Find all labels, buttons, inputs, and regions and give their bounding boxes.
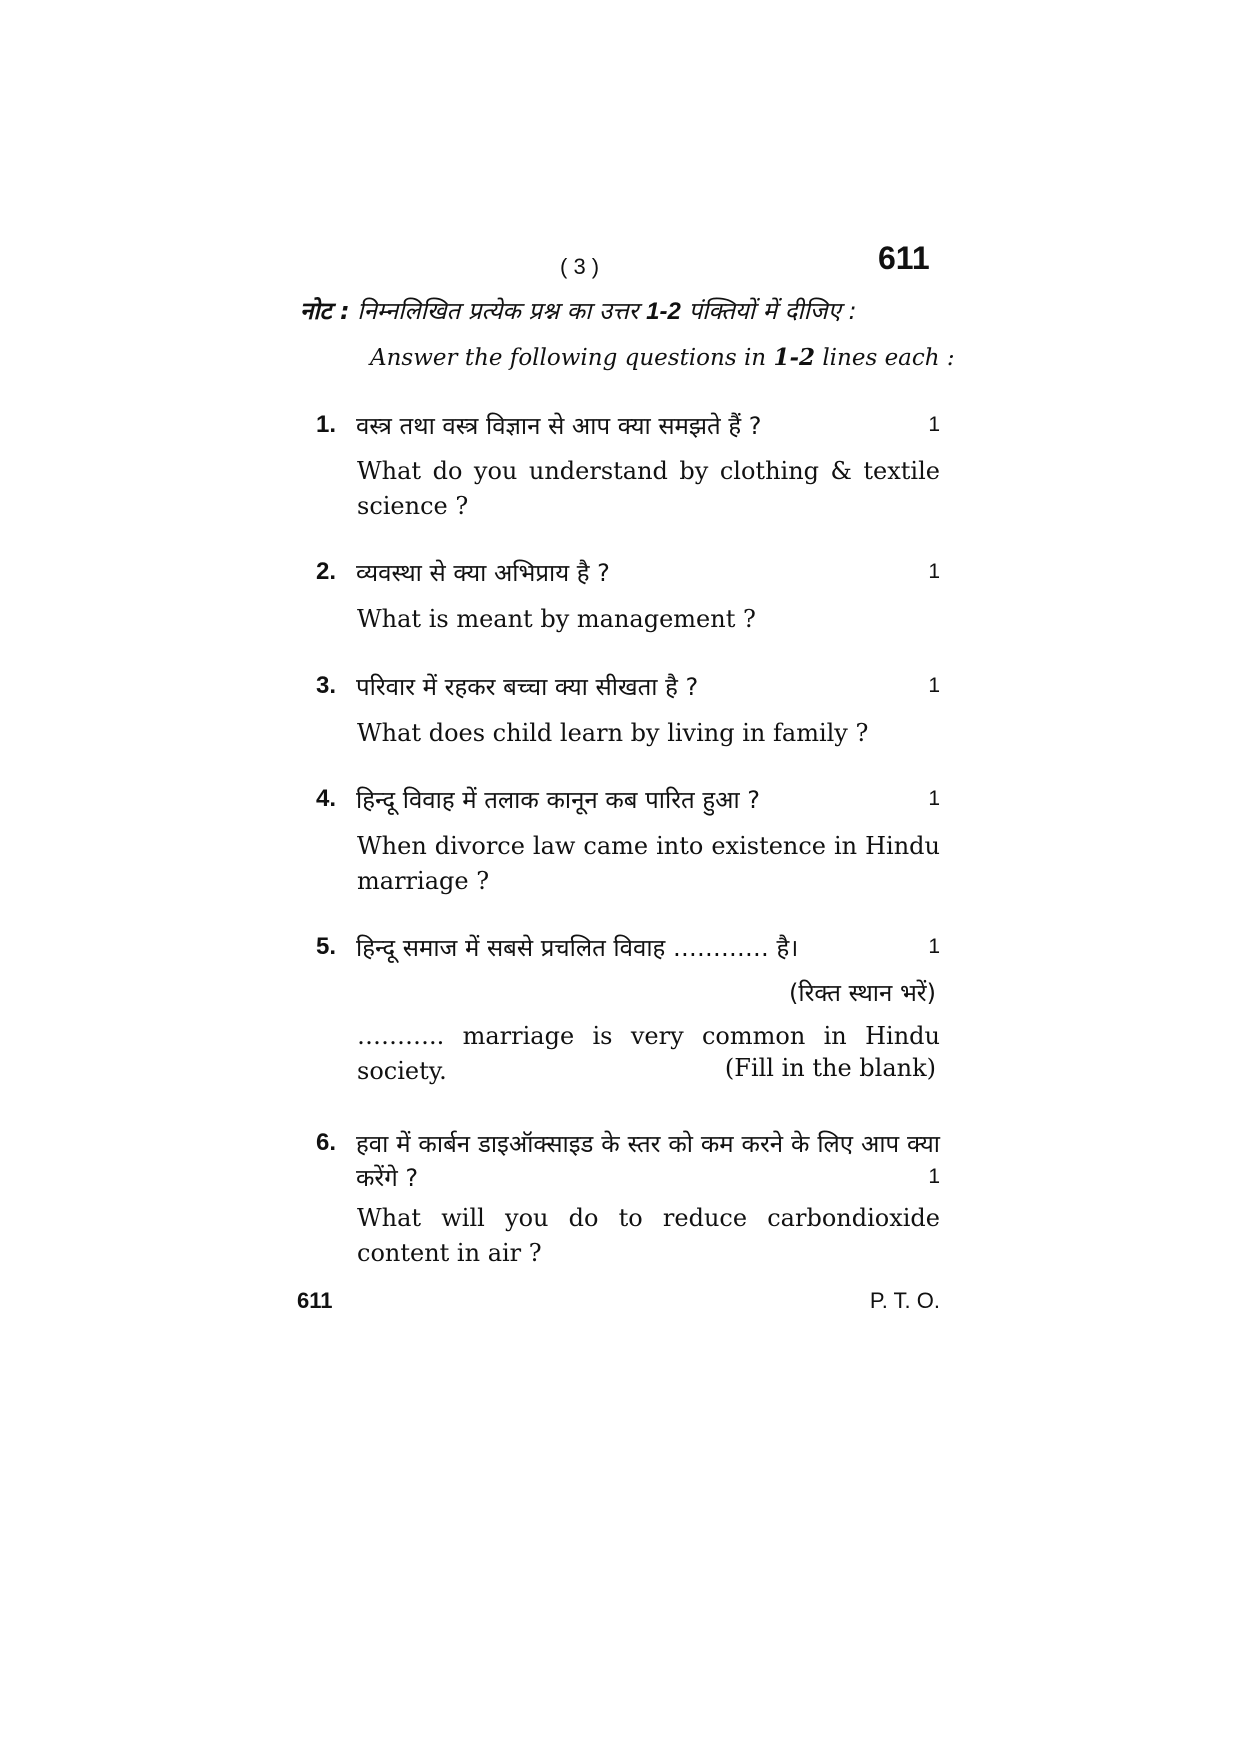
note-english-range: 1-2 — [773, 344, 815, 371]
paper-code-header: 611 — [878, 240, 930, 276]
question-marks: 1 — [928, 674, 940, 697]
page-number: ( 3 ) — [560, 254, 600, 279]
question-hindi: परिवार में रहकर बच्चा क्या सीखता है ? — [356, 673, 699, 701]
question-english: What does child learn by living in family ? — [357, 719, 869, 747]
question-marks: 1 — [928, 935, 940, 958]
note-label: नोट : — [300, 297, 350, 325]
note-hindi-prefix: निम्नलिखित प्रत्येक प्रश्न का उत्तर — [357, 297, 639, 325]
question-number: 5. — [316, 933, 337, 960]
question-hindi: वस्त्र तथा वस्त्र विज्ञान से आप क्या समझते हैं ? — [356, 412, 762, 440]
question-hindi: हिन्दू समाज में सबसे प्रचलित विवाह ………… है। — [356, 934, 799, 962]
question-hindi: हवा में कार्बन डाइऑक्साइड के स्तर को कम करने के लिए आप क्या करेंगे ? — [356, 1130, 940, 1192]
question-number: 3. — [316, 672, 337, 699]
question-number: 6. — [316, 1129, 337, 1156]
question-marks: 1 — [928, 560, 940, 583]
question-marks: 1 — [928, 787, 940, 810]
question-number: 4. — [316, 785, 337, 812]
question-english: When divorce law came into existence in Hindu marriage ? — [357, 832, 940, 895]
paper-code-footer: 611 — [297, 1288, 333, 1313]
note-english — [370, 344, 955, 371]
fill-blank-english-instruction: (Fill in the blank) — [724, 1054, 936, 1082]
note-english-prefix: Answer the following questions in — [370, 345, 767, 371]
note-hindi-suffix: पंक्तियों में दीजिए : — [688, 297, 857, 325]
pto-label: P. T. O. — [869, 1288, 940, 1313]
question-hindi: व्यवस्था से क्या अभिप्राय है ? — [356, 559, 610, 587]
question-english: What do you understand by clothing & textile science ? — [357, 457, 940, 520]
note-english-suffix: lines each : — [822, 345, 955, 371]
question-english: What is meant by management ? — [357, 605, 756, 633]
question-marks: 1 — [928, 413, 940, 436]
question-number: 2. — [316, 558, 337, 585]
question-marks: 1 — [928, 1165, 940, 1188]
note-hindi — [300, 294, 940, 327]
fill-blank-hindi-instruction: (रिक्त स्थान भरें) — [789, 979, 936, 1007]
question-english: ……….. marriage is very common in Hindu society. — [357, 1022, 940, 1085]
question-number: 1. — [316, 411, 337, 438]
question-hindi: हिन्दू विवाह में तलाक कानून कब पारित हुआ ? — [356, 786, 760, 814]
question-english: What will you do to reduce carbondioxide content in air ? — [357, 1204, 940, 1267]
note-hindi-range: 1-2 — [646, 298, 681, 325]
